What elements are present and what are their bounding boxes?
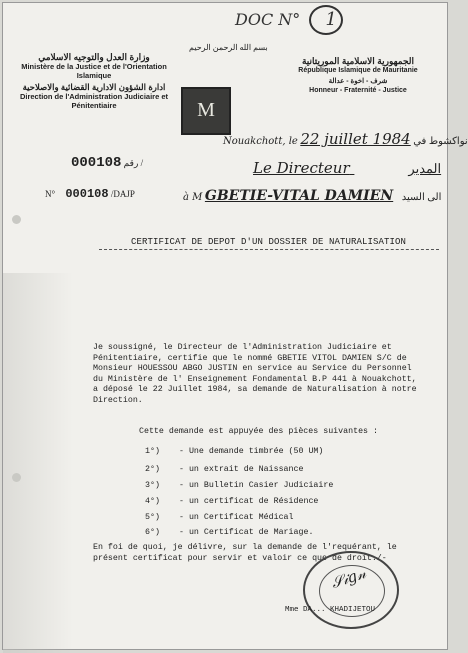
scan-shadow (3, 273, 73, 653)
basmala: بسم الله الرحمن الرحيم (189, 43, 268, 52)
piece-item: 3°) - un Bulletin Casier Judiciaire (145, 481, 334, 490)
punch-hole (12, 215, 21, 224)
signature: 𝒮𝒾𝑔𝓃 (329, 563, 369, 593)
ministry-header: وزارة العدل والتوجيه الاسلامي Ministère de la Justice et de l'Orientation Islamique ادارة الشؤون الادارية القضائية والاصلاحية Direction de l'Administration Judiciaire et Pénitentiaire (19, 52, 169, 110)
official-seal (303, 551, 399, 629)
reference-arabic: رقم 000108 / (71, 155, 144, 171)
pieces-intro: Cette demande est appuyée des pièces suivantes : (139, 427, 378, 436)
directeur-heading: Le Directeur المدير (253, 159, 442, 177)
punch-hole (12, 473, 21, 482)
emblem-logo: M (181, 87, 231, 135)
certificate-body: Je soussigné, le Directeur de l'Administration Judiciaire et Pénitentiaire, certifie que le nommé GBETIE VITOL DAMIEN S/C de Monsieur HOUESSOU ABGO JUSTIN en service au Service du Personnel du Ministère de l' Enseignement Fondamental B.P 441 à Nouakchott, a déposé le 22 Juillet 1984, sa demande de Naturalisation à notre Direction. (93, 343, 417, 405)
doc-number-circle (309, 5, 343, 35)
date-line: Nouakchott, le 22 juillet 1984 نواكشوط في (223, 130, 468, 148)
piece-item: 5°) - un Certificat Médical (145, 513, 294, 522)
piece-item: 2°) - un extrait de Naissance (145, 465, 304, 474)
piece-item: 1°) - Une demande timbrée (50 UM) (145, 447, 324, 456)
piece-item: 6°) - un Certificat de Mariage. (145, 528, 314, 537)
signer-name: Mme DA... KHADIJETOU (285, 606, 376, 614)
title-underline (99, 249, 439, 250)
piece-item: 4°) - un certificat de Résidence (145, 497, 319, 506)
certificate-title: CERTIFICAT DE DEPOT D'UN DOSSIER DE NATURALISATION (131, 237, 407, 247)
addressee-name: GBETIE-VITAL DAMIEN (204, 188, 394, 204)
republic-header: الجمهورية الاسلامية الموريتانية République Islamique de Mauritanie شرف - اخوة - عدالة Honneur - Fraternité - Justice (298, 56, 418, 94)
handwritten-date: 22 juillet 1984 (300, 130, 411, 148)
addressee: à M GBETIE-VITAL DAMIEN الى السيد (183, 188, 442, 204)
document-page (2, 2, 468, 650)
reference-number: N° 000108 /DAJP (45, 187, 135, 201)
closing-text: En foi de quoi, je délivre, sur la demande de l'requérant, le présent certificat pour servir et valoir ce que de droit./- (93, 543, 397, 563)
doc-number-stamp: DOC N° 1 (235, 9, 337, 30)
